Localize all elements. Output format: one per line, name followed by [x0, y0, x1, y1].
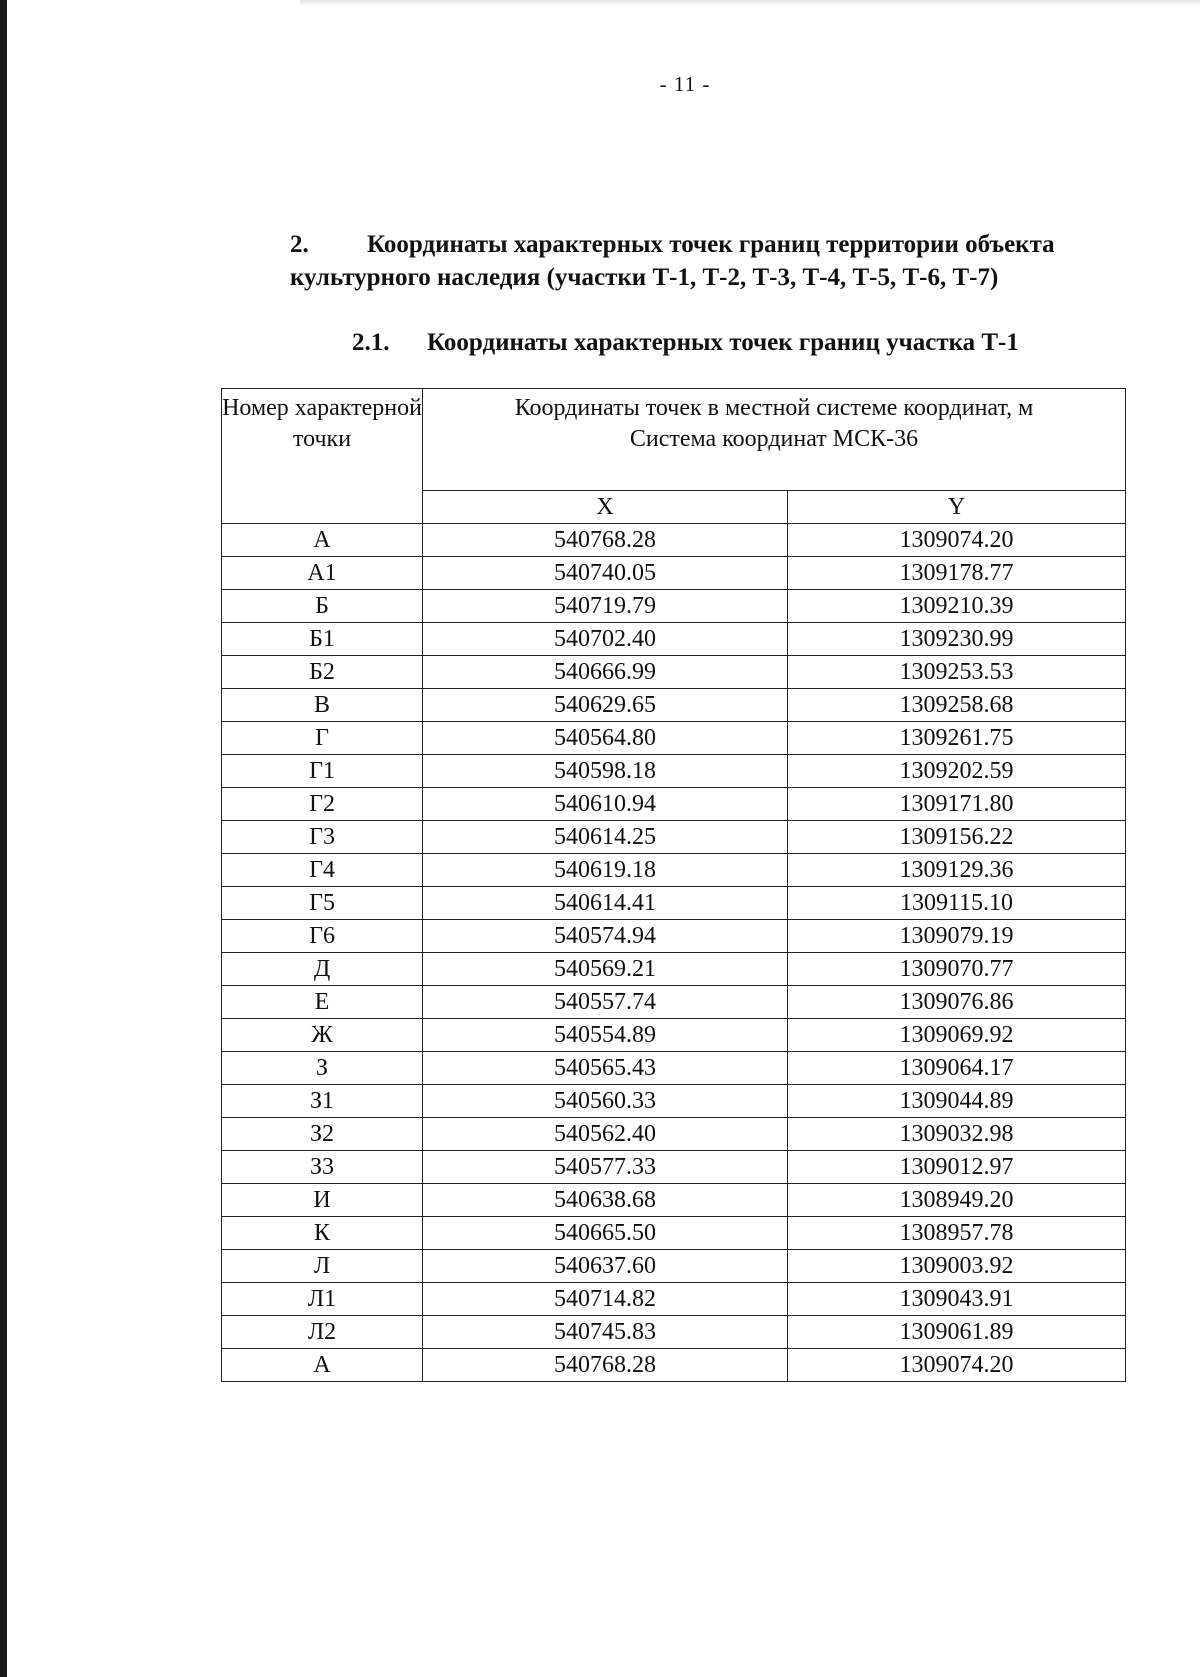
coordinates-table: [221, 388, 1126, 1382]
cell-point: Б2: [222, 656, 423, 689]
cell-y: 1309171.80: [788, 788, 1126, 821]
section-number: 2.: [290, 231, 309, 258]
header-x: X: [423, 491, 788, 524]
cell-point: З2: [222, 1118, 423, 1151]
cell-x: 540637.60: [423, 1250, 788, 1283]
subsection-title: Координаты характерных точек границ участка Т-1: [427, 329, 1019, 356]
cell-x: 540577.33: [423, 1151, 788, 1184]
subsection-heading: [352, 329, 1019, 357]
header-coordinates-line1: Координаты точек в местной системе координат, м: [514, 395, 1034, 421]
table-row: [222, 755, 1126, 788]
cell-y: 1309129.36: [788, 854, 1126, 887]
cell-point: З: [222, 1052, 423, 1085]
scan-shadow-top: [300, 0, 1200, 6]
cell-point: Д: [222, 953, 423, 986]
header-coordinates: [423, 389, 1126, 491]
table-row: [222, 1085, 1126, 1118]
cell-x: 540554.89: [423, 1019, 788, 1052]
cell-y: 1308949.20: [788, 1184, 1126, 1217]
cell-point: Г4: [222, 854, 423, 887]
cell-x: 540638.68: [423, 1184, 788, 1217]
cell-y: 1309074.20: [788, 1349, 1126, 1382]
cell-point: Л1: [222, 1283, 423, 1316]
cell-x: 540610.94: [423, 788, 788, 821]
cell-y: 1309253.53: [788, 656, 1126, 689]
table-row: [222, 1052, 1126, 1085]
cell-x: 540714.82: [423, 1283, 788, 1316]
cell-y: 1309076.86: [788, 986, 1126, 1019]
section-heading-line1: [290, 228, 1150, 261]
cell-y: 1308957.78: [788, 1217, 1126, 1250]
cell-x: 540745.83: [423, 1316, 788, 1349]
cell-point: В: [222, 689, 423, 722]
table-row: [222, 1217, 1126, 1250]
table-row: [222, 1019, 1126, 1052]
cell-point: Л2: [222, 1316, 423, 1349]
cell-y: 1309178.77: [788, 557, 1126, 590]
cell-x: 540557.74: [423, 986, 788, 1019]
cell-x: 540569.21: [423, 953, 788, 986]
table-header-row: [222, 389, 1126, 491]
cell-point: И: [222, 1184, 423, 1217]
table-row: [222, 854, 1126, 887]
section-heading: [290, 228, 1150, 294]
cell-point: А: [222, 1349, 423, 1382]
header-y: Y: [788, 491, 1126, 524]
scan-shadow-left: [0, 0, 7, 1677]
cell-x: 540629.65: [423, 689, 788, 722]
table-row: [222, 722, 1126, 755]
cell-x: 540740.05: [423, 557, 788, 590]
cell-x: 540619.18: [423, 854, 788, 887]
cell-y: 1309258.68: [788, 689, 1126, 722]
table-row: [222, 1151, 1126, 1184]
cell-point: Г6: [222, 920, 423, 953]
cell-x: 540768.28: [423, 524, 788, 557]
table-row: [222, 1184, 1126, 1217]
cell-x: 540665.50: [423, 1217, 788, 1250]
cell-x: 540560.33: [423, 1085, 788, 1118]
table-row: [222, 1316, 1126, 1349]
cell-y: 1309032.98: [788, 1118, 1126, 1151]
header-point-number: Номер характерной точки: [222, 389, 423, 524]
table-row: [222, 887, 1126, 920]
cell-x: 540719.79: [423, 590, 788, 623]
cell-point: Е: [222, 986, 423, 1019]
table-row: [222, 821, 1126, 854]
cell-x: 540564.80: [423, 722, 788, 755]
cell-x: 540666.99: [423, 656, 788, 689]
table-row: [222, 1118, 1126, 1151]
cell-y: 1309061.89: [788, 1316, 1126, 1349]
cell-y: 1309064.17: [788, 1052, 1126, 1085]
cell-y: 1309074.20: [788, 524, 1126, 557]
cell-y: 1309003.92: [788, 1250, 1126, 1283]
cell-y: 1309202.59: [788, 755, 1126, 788]
cell-y: 1309043.91: [788, 1283, 1126, 1316]
cell-point: Г1: [222, 755, 423, 788]
cell-y: 1309210.39: [788, 590, 1126, 623]
table-row: [222, 986, 1126, 1019]
cell-point: А: [222, 524, 423, 557]
table-row: [222, 1349, 1126, 1382]
cell-point: Г3: [222, 821, 423, 854]
table-row: [222, 1283, 1126, 1316]
table-row: [222, 1250, 1126, 1283]
cell-y: 1309261.75: [788, 722, 1126, 755]
cell-y: 1309044.89: [788, 1085, 1126, 1118]
cell-point: А1: [222, 557, 423, 590]
table-row: [222, 689, 1126, 722]
cell-y: 1309069.92: [788, 1019, 1126, 1052]
table-row: [222, 920, 1126, 953]
cell-point: К: [222, 1217, 423, 1250]
cell-y: 1309230.99: [788, 623, 1126, 656]
cell-x: 540702.40: [423, 623, 788, 656]
cell-y: 1309079.19: [788, 920, 1126, 953]
table-row: [222, 788, 1126, 821]
cell-x: 540574.94: [423, 920, 788, 953]
table-body: [222, 524, 1126, 1382]
section-title-line2: культурного наследия (участки Т-1, Т-2, Т-3, Т-4, Т-5, Т-6, Т-7): [290, 264, 999, 291]
table-row: [222, 953, 1126, 986]
subsection-number: 2.1.: [352, 329, 390, 356]
cell-x: 540614.41: [423, 887, 788, 920]
cell-point: Г5: [222, 887, 423, 920]
table-row: [222, 524, 1126, 557]
cell-point: Г: [222, 722, 423, 755]
cell-point: З1: [222, 1085, 423, 1118]
section-title-line1: Координаты характерных точек границ территории объекта: [367, 231, 1055, 258]
cell-y: 1309156.22: [788, 821, 1126, 854]
page-number: - 11 -: [659, 72, 711, 96]
cell-x: 540614.25: [423, 821, 788, 854]
cell-x: 540598.18: [423, 755, 788, 788]
cell-point: Г2: [222, 788, 423, 821]
cell-point: З3: [222, 1151, 423, 1184]
cell-point: Ж: [222, 1019, 423, 1052]
cell-x: 540768.28: [423, 1349, 788, 1382]
cell-y: 1309070.77: [788, 953, 1126, 986]
cell-point: Б: [222, 590, 423, 623]
cell-x: 540565.43: [423, 1052, 788, 1085]
cell-y: 1309115.10: [788, 887, 1126, 920]
table-row: [222, 623, 1126, 656]
cell-y: 1309012.97: [788, 1151, 1126, 1184]
cell-point: Л: [222, 1250, 423, 1283]
header-coordinates-line2: Система координат МСК-36: [629, 426, 919, 452]
table-row: [222, 656, 1126, 689]
table-row: [222, 590, 1126, 623]
table-row: [222, 557, 1126, 590]
cell-x: 540562.40: [423, 1118, 788, 1151]
cell-point: Б1: [222, 623, 423, 656]
